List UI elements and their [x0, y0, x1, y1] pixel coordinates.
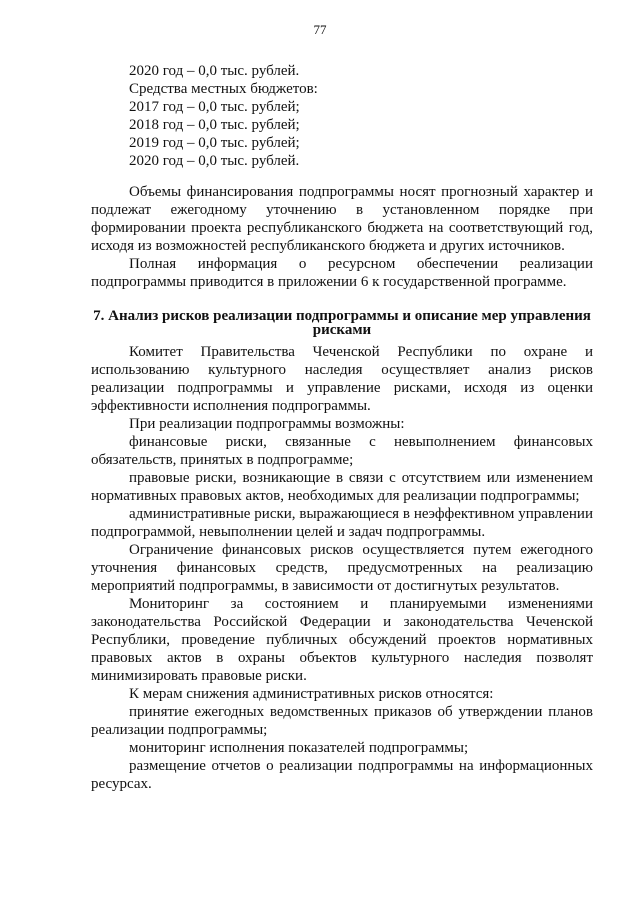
financing-section: [91, 183, 593, 291]
paragraph: Комитет Правительства Чеченской Республики по охране и использованию культурного наследия осуществляет анализ рисков реализации подпрограммы и управление рисками, исходя из оценки эффективности исполнения подпрограммы.: [91, 344, 593, 414]
paragraph: При реализации подпрограммы возможны:: [129, 416, 405, 432]
list-item: 2020 год – 0,0 тыс. рублей.: [129, 153, 300, 169]
paragraph: мониторинг исполнения показателей подпрограммы;: [129, 740, 469, 756]
risk-section: [91, 343, 593, 793]
page-number: 77: [313, 22, 327, 37]
paragraph: правовые риски, возникающие в связи с отсутствием или изменением нормативных правовых актов, необходимых для реализации подпрограммы;: [91, 470, 593, 504]
section-heading: 7. Анализ рисков реализации подпрограммы и описание мер управления рисками: [93, 308, 591, 338]
paragraph: К мерам снижения административных рисков относятся:: [129, 686, 494, 702]
list-item: 2018 год – 0,0 тыс. рублей;: [129, 117, 300, 133]
list-item: Средства местных бюджетов:: [129, 81, 318, 97]
paragraph: принятие ежегодных ведомственных приказов об утверждении планов реализации подпрограммы;: [91, 704, 593, 738]
funding-list: [91, 62, 593, 170]
paragraph: Мониторинг за состоянием и планируемыми изменениями законодательства Российской Федерации и законодательства Чеченской Республики, проведение публичных обсуждений проектов нормативных правовых актов в охраны объектов культурного наследия позволят минимизировать правовые риски.: [91, 596, 593, 684]
list-item: 2017 год – 0,0 тыс. рублей;: [129, 99, 300, 115]
paragraph: Полная информация о ресурсном обеспечении реализации подпрограммы приводится в приложении 6 к государственной программе.: [91, 256, 593, 290]
paragraph: Ограничение финансовых рисков осуществляется путем ежегодного уточнения финансовых средств, предусмотренных на реализацию мероприятий подпрограммы, в зависимости от достигнутых результатов.: [91, 542, 593, 594]
paragraph: размещение отчетов о реализации подпрограммы на информационных ресурсах.: [91, 758, 593, 792]
list-item: 2020 год – 0,0 тыс. рублей.: [129, 63, 300, 79]
list-item: 2019 год – 0,0 тыс. рублей;: [129, 135, 300, 151]
paragraph: финансовые риски, связанные с невыполнением финансовых обязательств, принятых в подпрограмме;: [91, 434, 593, 468]
paragraph: административные риски, выражающиеся в неэффективном управлении подпрограммой, невыполнении целей и задач подпрограммы.: [91, 506, 593, 540]
paragraph: Объемы финансирования подпрограммы носят прогнозный характер и подлежат ежегодному уточнению в установленном порядке при формировании проекта республиканского бюджета на соответствующий год, исходя из возможностей республиканского бюджета и других источников.: [91, 184, 593, 254]
